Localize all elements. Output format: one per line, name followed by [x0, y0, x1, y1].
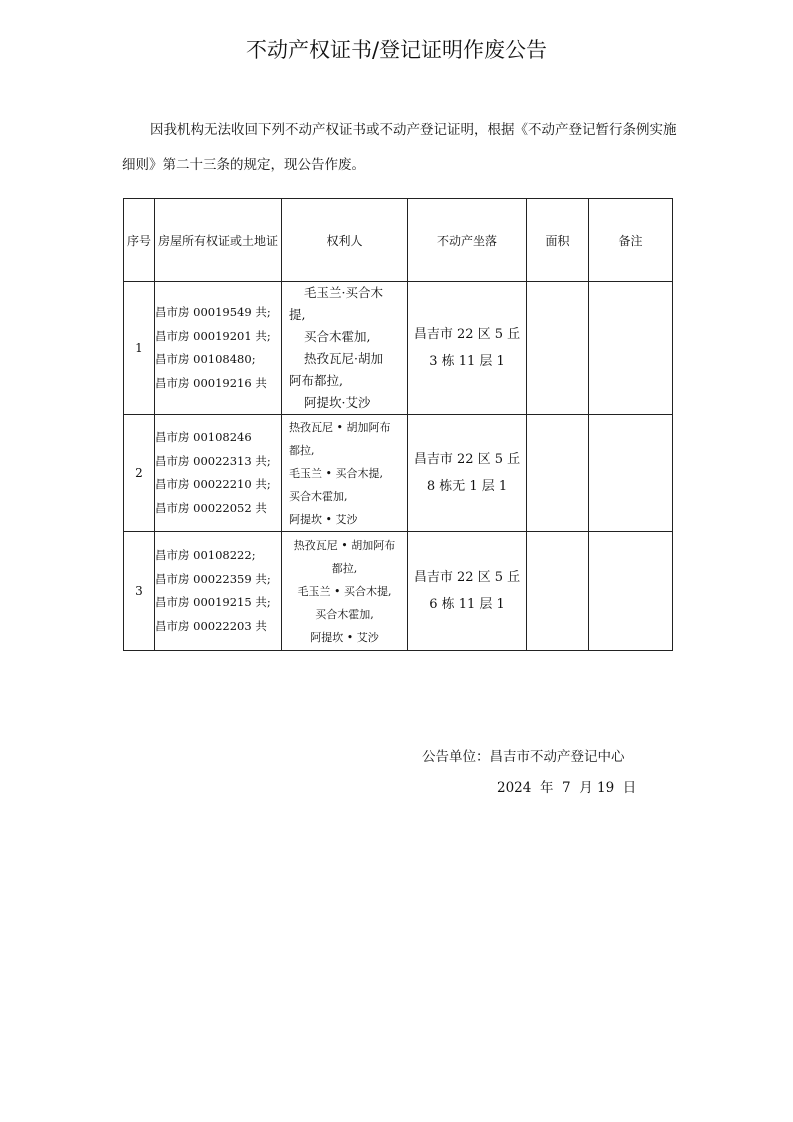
header-note: 备注: [589, 199, 673, 282]
location-line: 昌吉市 22 区 5 丘: [413, 452, 521, 467]
owner-line: 热孜瓦尼 • 胡加阿布: [293, 538, 396, 552]
row-serial: 2: [124, 415, 155, 532]
location-line: 昌吉市 22 区 5 丘: [413, 570, 521, 585]
location-line: 8 栋无 1 层 1: [426, 479, 508, 494]
certificate-number: 昌市房 00108480;: [155, 352, 256, 366]
announcing-unit: 公告单位：昌吉市不动产登记中心: [422, 749, 625, 765]
owner-line: 都拉,: [331, 561, 358, 575]
table-header-row: [124, 199, 673, 282]
row-owners: [282, 532, 408, 651]
certificate-number: 昌市房 00108222;: [155, 548, 256, 562]
certificate-number: 昌市房 00019549 共;: [155, 305, 271, 319]
row-area: [527, 532, 589, 651]
row-owners: [282, 415, 408, 532]
owner-line: 阿布都拉,: [289, 373, 343, 388]
certificate-number: 昌市房 00022210 共;: [155, 477, 271, 491]
row-serial: 3: [124, 532, 155, 651]
certificate-number: 昌市房 00022052 共: [155, 500, 267, 515]
header-owner: 权利人: [282, 199, 408, 282]
certificate-number: 昌市房 00019201 共;: [155, 328, 271, 343]
row-owners: [282, 282, 408, 415]
owner-line: 买合木霍加,: [315, 607, 374, 621]
certificate-number: 昌市房 00108246: [155, 430, 252, 444]
intro-paragraph: 因我机构无法收回下列不动产权证书或不动产登记证明，根据《不动产登记暂行条例实施细则》第二十三条的规定，现公告作废。: [122, 122, 677, 173]
certificate-number: 昌市房 00022359 共;: [155, 571, 271, 586]
location-line: 3 栋 11 层 1: [429, 354, 505, 369]
row-location: [408, 282, 527, 415]
announcement-date: 2024 年 7 月 19 日: [497, 780, 637, 796]
owner-line: 阿提坎·艾沙: [304, 395, 371, 410]
row-area: [527, 282, 589, 415]
void-certificates-table: [123, 198, 673, 651]
row-certificates: [155, 532, 282, 651]
certificate-number: 昌市房 00019215 共;: [155, 595, 271, 609]
owner-line: 毛玉兰·买合木: [304, 285, 383, 300]
owner-line: 热孜瓦尼 • 胡加阿布: [289, 420, 391, 434]
certificate-number: 昌市房 00022203 共: [155, 618, 267, 633]
page-title: 不动产权证书/登记证明作废公告: [245, 38, 548, 62]
row-serial: 1: [124, 282, 155, 415]
header-certificate: 房屋所有权证或土地证: [155, 199, 282, 282]
owner-line: 买合木霍加,: [289, 489, 348, 503]
certificate-number: 昌市房 00022313 共;: [155, 453, 271, 468]
certificate-number: 昌市房 00019216 共: [155, 375, 267, 390]
owner-line: 毛玉兰 • 买合木提,: [297, 584, 392, 598]
header-location: 不动产坐落: [408, 199, 527, 282]
row-certificates: [155, 415, 282, 532]
row-location: [408, 532, 527, 651]
row-note: [589, 415, 673, 532]
table-row: [124, 415, 673, 532]
owner-line: 买合木霍加,: [304, 329, 371, 344]
location-line: 6 栋 11 层 1: [429, 597, 505, 612]
table-row: [124, 282, 673, 415]
owner-line: 阿提坎 • 艾沙: [310, 630, 379, 644]
row-certificates: [155, 282, 282, 415]
header-serial: 序号: [124, 199, 155, 282]
location-line: 昌吉市 22 区 5 丘: [413, 327, 521, 342]
owner-line: 阿提坎 • 艾沙: [289, 512, 358, 526]
row-location: [408, 415, 527, 532]
owner-line: 热孜瓦尼·胡加: [304, 351, 383, 366]
header-area: 面积: [527, 199, 589, 282]
owner-line: 提,: [289, 307, 306, 322]
owner-line: 毛玉兰 • 买合木提,: [289, 466, 383, 480]
owner-line: 都拉,: [289, 443, 315, 457]
table-row: [124, 532, 673, 651]
row-area: [527, 415, 589, 532]
row-note: [589, 282, 673, 415]
row-note: [589, 532, 673, 651]
